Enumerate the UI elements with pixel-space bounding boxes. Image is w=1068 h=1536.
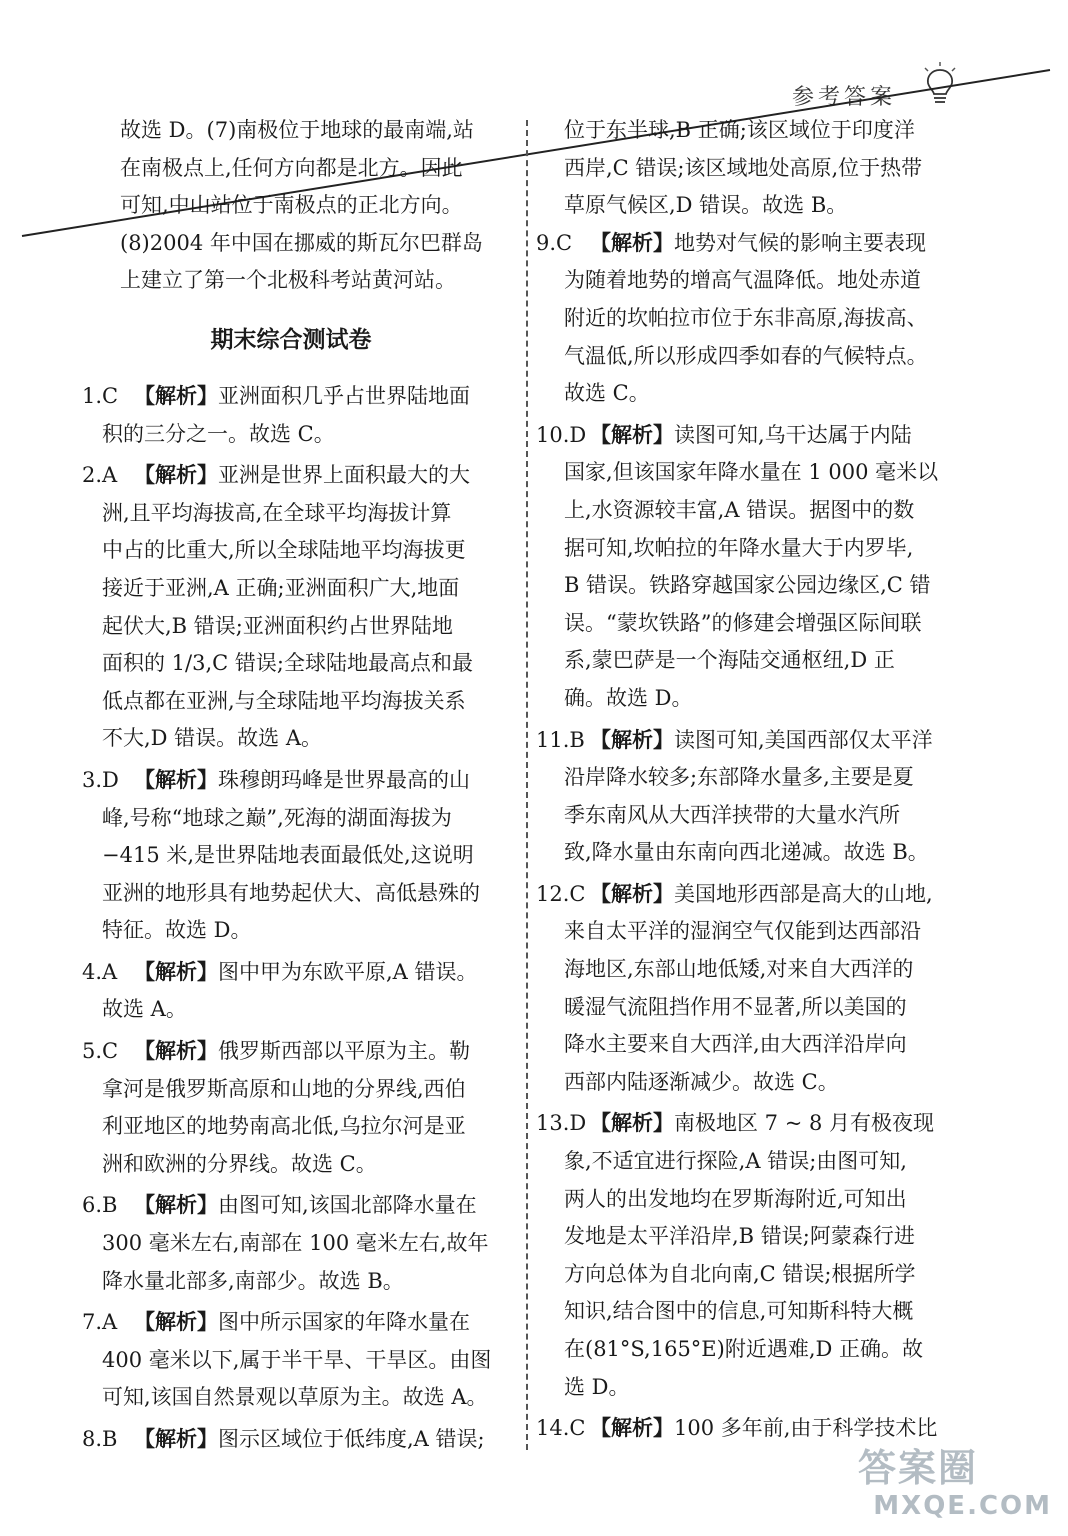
answer-number: 6.B xyxy=(82,1193,118,1218)
answer-text-line: 珠穆朗玛峰是世界最高的山 xyxy=(218,767,470,792)
answer-text-line: −415 米,是世界陆地表面最低处,这说明 xyxy=(102,843,474,868)
text-line: 故选 D。(7)南极位于地球的最南端,站 xyxy=(120,118,474,142)
analysis-tag: 【解析】 xyxy=(134,767,218,792)
answer-text-line: 为随着地势的增高气温降低。地处赤道 xyxy=(564,268,921,293)
answer-number: 9.C xyxy=(536,230,573,255)
watermark-logo-text: 答案圈 xyxy=(858,1446,979,1490)
answer-item xyxy=(536,1410,960,1448)
answer-text-line: 洲和欧洲的分界线。故选 C。 xyxy=(102,1151,377,1176)
answer-item xyxy=(82,1187,500,1300)
answer-text-line: 故选 A。 xyxy=(102,997,187,1022)
answer-number: 14.C xyxy=(536,1416,586,1441)
left-intro xyxy=(82,112,500,300)
analysis-tag: 【解析】 xyxy=(134,463,218,488)
right-answers xyxy=(536,225,960,1448)
answer-text-line: 降水主要来自大西洋,由大西洋沿岸向 xyxy=(564,1032,907,1057)
answer-number: 8.B xyxy=(82,1427,118,1451)
answer-number: 1.C xyxy=(82,383,119,408)
answer-text-line: 图示区域位于低纬度,A 错误; xyxy=(218,1427,485,1451)
analysis-tag: 【解析】 xyxy=(590,1416,674,1441)
answer-text-line: 两人的出发地均在罗斯海附近,可知出 xyxy=(564,1186,907,1211)
section-title: 期末综合测试卷 xyxy=(210,326,372,353)
analysis-tag: 【解析】 xyxy=(134,1310,218,1335)
text-line: 可知,中山站位于南极点的正北方向。 xyxy=(120,193,463,218)
answer-text-line: 海地区,东部山地低矮,对来自大西洋的 xyxy=(564,957,914,982)
answer-text-line: 致,降水量由东南向西北递减。故选 B。 xyxy=(564,840,929,865)
answer-item xyxy=(536,225,960,413)
answer-text-line: 来自太平洋的湿润空气仅能到达西部沿 xyxy=(564,919,921,944)
answer-text-line: 西部内陆逐渐减少。故选 C。 xyxy=(564,1069,839,1094)
answer-text-line: 误。“蒙坎铁路”的修建会增强区际间联 xyxy=(564,610,922,635)
analysis-tag: 【解析】 xyxy=(134,383,218,408)
analysis-tag: 【解析】 xyxy=(134,1193,218,1218)
answer-text-line: 可知,该国自然景观以草原为主。故选 A。 xyxy=(102,1385,488,1410)
answer-text-line: 系,蒙巴萨是一个海陆交通枢纽,D 正 xyxy=(564,648,895,673)
answer-text-line: B 错误。铁路穿越国家公园边缘区,C 错 xyxy=(564,573,931,598)
text-line: (8)2004 年中国在挪威的斯瓦尔巴群岛 xyxy=(120,230,483,255)
answer-text-line: 亚洲的地形具有地势起伏大、高低悬殊的 xyxy=(102,880,480,905)
analysis-tag: 【解析】 xyxy=(134,1427,218,1451)
answer-number: 12.C xyxy=(536,881,586,906)
text-line: 草原气候区,D 错误。故选 B。 xyxy=(564,193,848,218)
watermark-domain: MXQE.COM xyxy=(873,1491,1052,1521)
answer-item xyxy=(82,1421,500,1459)
answer-text-line: 沿岸降水较多;东部降水量多,主要是夏 xyxy=(564,765,914,790)
answer-text-line: 亚洲面积几乎占世界陆地面 xyxy=(218,383,470,408)
analysis-tag: 【解析】 xyxy=(590,727,674,752)
answer-text-line: 低点都在亚洲,与全球陆地平均海拔关系 xyxy=(102,688,466,713)
answer-text-line: 在(81°S,165°E)附近遇难,D 正确。故 xyxy=(564,1337,924,1361)
answer-text-line: 起伏大,B 错误;亚洲面积约占世界陆地 xyxy=(102,613,453,638)
answer-number: 11.B xyxy=(536,727,585,752)
answer-text-line: 方向总体为自北向南,C 错误;根据所学 xyxy=(564,1261,916,1286)
answer-text-line: 特征。故选 D。 xyxy=(102,918,252,943)
analysis-tag: 【解析】 xyxy=(134,959,218,984)
left-column xyxy=(82,112,500,1463)
answer-text-line: 国家,但该国家年降水量在 1 000 毫米以 xyxy=(564,460,939,485)
analysis-tag: 【解析】 xyxy=(134,1039,218,1064)
answer-text-line: 不大,D 错误。故选 A。 xyxy=(102,726,323,751)
answer-number: 13.D xyxy=(536,1111,587,1136)
answer-text-line: 暖湿气流阻挡作用不显著,所以美国的 xyxy=(564,994,907,1019)
answer-item xyxy=(536,722,960,872)
answer-item xyxy=(82,1304,500,1417)
answer-text-line: 积的三分之一。故选 C。 xyxy=(102,421,335,446)
text-line: 在南极点上,任何方向都是北方。因此 xyxy=(120,155,463,180)
answer-text-line: 上,水资源较丰富,A 错误。据图中的数 xyxy=(564,497,915,522)
answer-number: 2.A xyxy=(82,463,118,488)
answer-text-line: 读图可知,乌干达属于内陆 xyxy=(674,422,912,447)
answer-text-line: 100 多年前,由于科学技术比 xyxy=(674,1416,938,1441)
answer-text-line: 附近的坎帕拉市位于东非高原,海拔高、 xyxy=(564,305,928,330)
column-divider xyxy=(526,120,528,1450)
text-line: 位于东半球,B 正确;该区域位于印度洋 xyxy=(564,118,915,142)
answer-text-line: 俄罗斯西部以平原为主。勒 xyxy=(218,1039,470,1064)
analysis-tag: 【解析】 xyxy=(590,1111,674,1136)
answer-text-line: 图中甲为东欧平原,A 错误。 xyxy=(218,959,478,984)
site-watermark xyxy=(858,1446,1058,1531)
answer-number: 4.A xyxy=(82,959,118,984)
answer-item xyxy=(82,1033,500,1183)
answer-item xyxy=(536,417,960,718)
answer-text-line: 300 毫米左右,南部在 100 毫米左右,故年 xyxy=(102,1231,489,1256)
answer-item xyxy=(536,876,960,1102)
answer-text-line: 读图可知,美国西部仅太平洋 xyxy=(674,727,933,752)
header-label: 参考答案 xyxy=(792,85,897,110)
answer-text-line: 南极地区 7 ~ 8 月有极夜现 xyxy=(674,1111,935,1136)
answer-text-line: 接近于亚洲,A 正确;亚洲面积广大,地面 xyxy=(102,575,460,600)
answer-text-line: 美国地形西部是高大的山地, xyxy=(674,881,933,906)
answer-number: 3.D xyxy=(82,767,119,792)
right-intro xyxy=(536,112,960,225)
answer-text-line: 中占的比重大,所以全球陆地平均海拔更 xyxy=(102,538,466,563)
answer-text-line: 故选 C。 xyxy=(564,381,650,406)
answer-item xyxy=(82,457,500,758)
text-line: 西岸,C 错误;该区域地处高原,位于热带 xyxy=(564,155,923,180)
answer-text-line: 选 D。 xyxy=(564,1374,630,1399)
analysis-tag: 【解析】 xyxy=(590,230,674,255)
answer-number: 7.A xyxy=(82,1310,118,1335)
answer-text-line: 降水量北部多,南部少。故选 B。 xyxy=(102,1268,404,1293)
answer-item xyxy=(82,378,500,453)
answer-item xyxy=(82,954,500,1029)
text-line: 上建立了第一个北极科考站黄河站。 xyxy=(120,268,456,293)
answer-text-line: 亚洲是世界上面积最大的大 xyxy=(218,463,470,488)
answer-text-line: 由图可知,该国北部降水量在 xyxy=(218,1193,477,1218)
answer-text-line: 地势对气候的影响主要表现 xyxy=(674,230,926,255)
answer-text-line: 确。故选 D。 xyxy=(564,685,693,710)
answer-text-line: 图中所示国家的年降水量在 xyxy=(218,1310,470,1335)
answer-text-line: 知识,结合图中的信息,可知斯科特大概 xyxy=(564,1299,914,1324)
answer-text-line: 拿河是俄罗斯高原和山地的分界线,西伯 xyxy=(102,1076,466,1101)
answer-text-line: 洲,且平均海拔高,在全球平均海拔计算 xyxy=(102,500,452,525)
answer-text-line: 400 毫米以下,属于半干旱、干旱区。由图 xyxy=(102,1347,492,1372)
answer-text-line: 峰,号称“地球之巅”,死海的湖面海拔为 xyxy=(102,805,452,830)
answer-number: 10.D xyxy=(536,422,587,447)
answer-text-line: 利亚地区的地势南高北低,乌拉尔河是亚 xyxy=(102,1114,466,1139)
answer-text-line: 象,不适宜进行探险,A 错误;由图可知, xyxy=(564,1149,907,1174)
left-answers xyxy=(82,378,500,1459)
right-column xyxy=(536,112,960,1452)
answer-text-line: 面积的 1/3,C 错误;全球陆地最高点和最 xyxy=(102,651,473,676)
answer-text-line: 季东南风从大西洋挟带的大量水汽所 xyxy=(564,802,900,827)
answer-item xyxy=(82,762,500,950)
answer-text-line: 气温低,所以形成四季如春的气候特点。 xyxy=(564,343,928,368)
answer-text-line: 发地是太平洋沿岸,B 错误;阿蒙森行进 xyxy=(564,1224,915,1249)
analysis-tag: 【解析】 xyxy=(590,881,674,906)
analysis-tag: 【解析】 xyxy=(590,422,674,447)
answer-text-line: 据可知,坎帕拉的年降水量大于内罗毕, xyxy=(564,535,914,560)
answer-number: 5.C xyxy=(82,1039,119,1064)
answer-item xyxy=(536,1105,960,1406)
